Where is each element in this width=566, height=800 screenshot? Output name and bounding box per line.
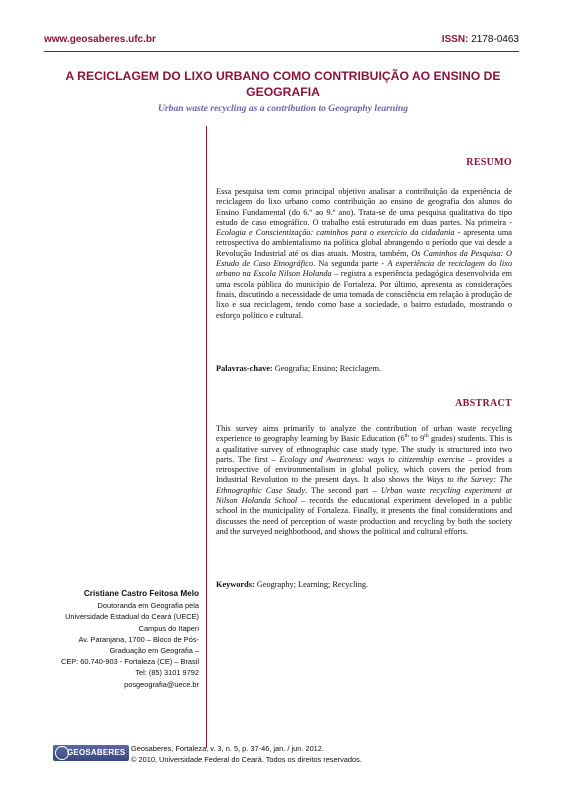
abstract-keywords: Keywords: Geography; Learning; Recycling. — [216, 580, 369, 589]
title-line-1: A RECICLAGEM DO LIXO URBANO COMO CONTRIBUIÇÃO AO ENSINO DE — [65, 69, 501, 83]
author-line: Campus do Itaperi — [138, 623, 199, 633]
issn — [442, 34, 519, 45]
author-line: Av. Paranjana, 1700 – Bloco de Pós- — [78, 634, 199, 644]
logo-text: GEOSABERES — [67, 748, 126, 757]
author-name: Cristiane Castro Feitosa Melo — [83, 589, 199, 598]
copyright-line: © 2010, Universidade Federal do Ceará. Todos os direitos reservados. — [131, 755, 362, 764]
column-divider — [206, 126, 207, 748]
header-rule — [44, 51, 519, 52]
issn-value: 2178-0463 — [471, 34, 519, 45]
author-line: Graduação em Geografia – — [109, 646, 199, 656]
resumo-heading: RESUMO — [466, 157, 512, 168]
citation-line: Geosaberes, Fortaleza, v. 3, n. 5, p. 37-46, jan. / jun. 2012. — [131, 744, 324, 753]
paper-title — [40, 68, 526, 100]
resumo-text: Essa pesquisa tem como principal objetivo analisar a contribuição da experiência de reciclagem do lixo urbano como contribuição ao ensino de geografia dos alunos do Ensino Fundamental (do 6.º ao 9.º ano). Trata-se de uma pesquisa qualitativa do tipo estudo de caso etnográfico. O trabalho está estruturado em duas partes. Na primeira - Ecologia e Conscientização: caminhos para o exercício da cidadania - apresenta uma retrospectiva do ambientalismo na política global abrangendo o período que vai desde a Revolução Industrial até os dias atuais. Mostra, também, Os Caminhos da Pesquisa: O Estudo de Caso Etnográfico. Na segunda parte - A experiência de reciclagem do lixo urbano na Escola Nilson Holanda – registra a experiência pedagógica desenvolvida em uma escola pública do município de Fortaleza. Por último, apresenta as considerações finais, discutindo a necessidade de uma tomada de consciência em relação à produção de lixo e sua reciclagem, tendo como base a sociedade, o bairro estudado, mostrando o esforço político e cultural. — [216, 187, 513, 320]
abstract-text: This survey aims primarily to analyze the contribution of urban waste recycling experience to geography learning by Basic Education (6th to 9th grades) students. This is a qualitative survey of ethnographic case study type. The study is structured into two parts. The first – Ecology and Awareness: ways to citizenship exercise – provides a retrospective of environmentalism in global policy, which covers the period from Industrial Revolution to the present days. It also shows the Ways to the Survey: The Ethnographic Case Study. The second part – Urban waste recycling experiment at Nilson Holanda School – records the educational experiment developed in a public school in the municipality of Fortaleza. Finally, it presents the final considerations and discusses the need of perception of waste production and recycling by both the society and the surveyed neighborhood, and shows the political and cultural efforts. — [216, 424, 513, 536]
journal-url[interactable]: www.geosaberes.ufc.br — [44, 34, 156, 45]
issn-label: ISSN: — [441, 34, 469, 45]
author-line: Tel: (85) 3101 9792 — [135, 668, 199, 678]
author-block — [29, 588, 199, 690]
author-email[interactable]: posgeografia@uece.br — [124, 679, 199, 689]
title-line-2: GEOGRAFIA — [246, 85, 320, 99]
paper-subtitle: Urban waste recycling as a contribution to Geography learning — [158, 103, 408, 114]
resumo-keywords: Palavras-chave: Geografia; Ensino; Reciclagem. — [216, 364, 381, 373]
author-line: CEP: 60.740-903 - Fortaleza (CE) – Brasil — [60, 657, 199, 667]
geosaberes-logo — [53, 745, 129, 761]
author-line: Doutoranda em Geografia pela — [97, 601, 199, 611]
footer — [53, 739, 513, 771]
abstract-heading: ABSTRACT — [455, 398, 512, 409]
author-line: Universidade Estadual do Ceará (UECE) — [65, 612, 199, 622]
citation — [131, 743, 362, 765]
